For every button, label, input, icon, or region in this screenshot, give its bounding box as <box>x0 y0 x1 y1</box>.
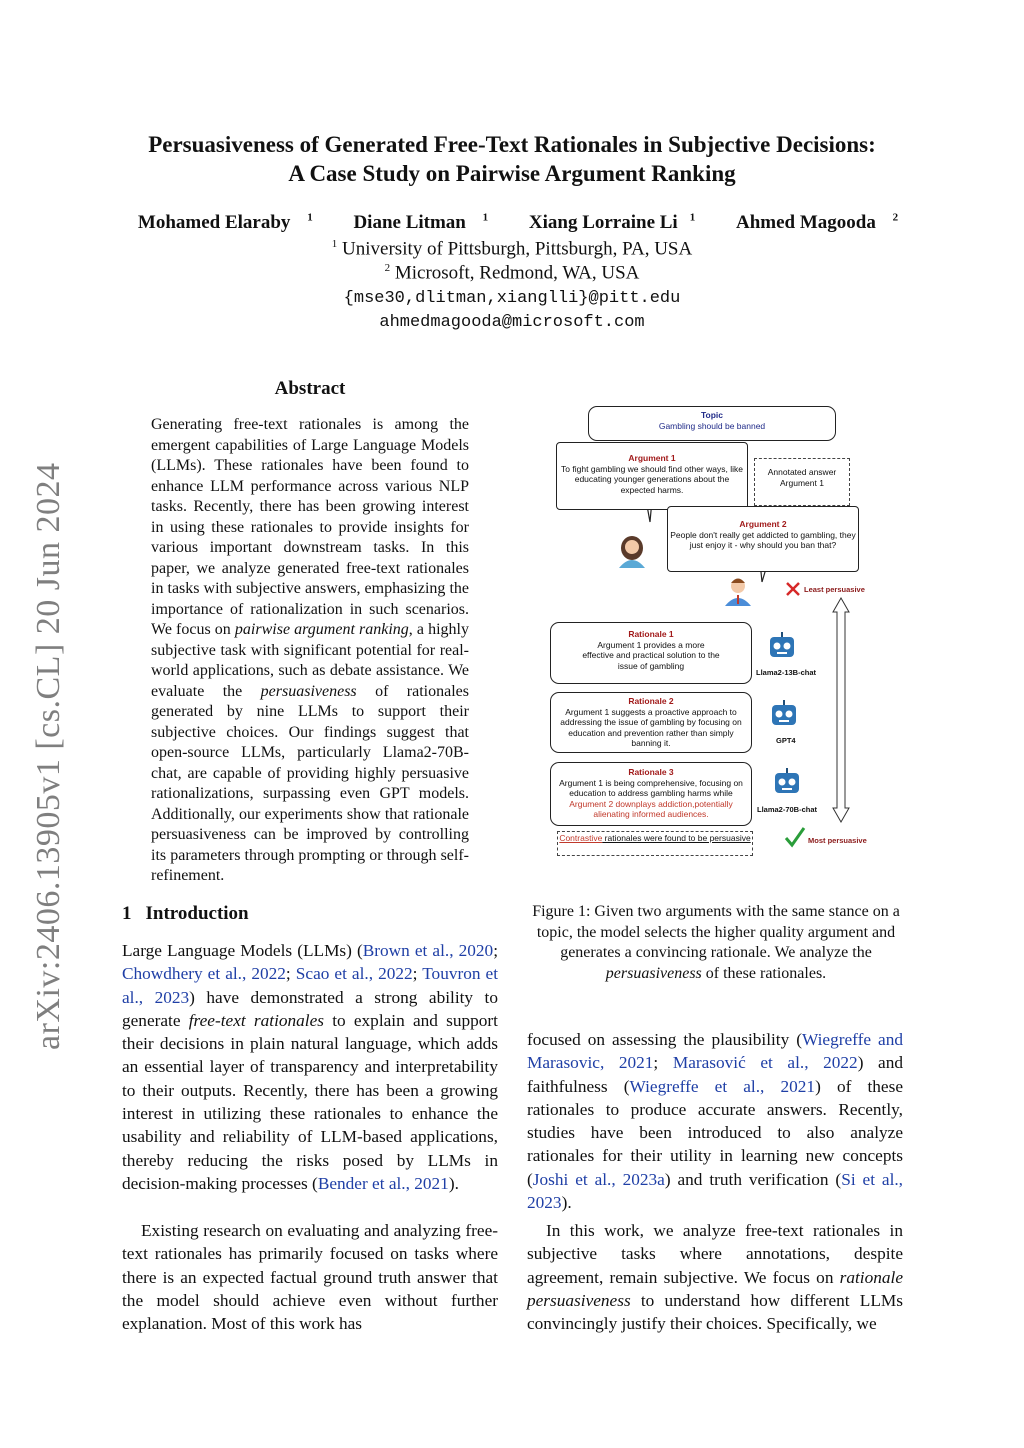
ranking-arrow <box>833 598 849 822</box>
title-line-2: A Case Study on Pairwise Argument Ranking <box>288 161 736 186</box>
citation-link[interactable]: Bender et al., 2021 <box>317 1173 449 1193</box>
author-list <box>60 212 964 234</box>
author: Ahmed Magooda $^2$ <box>735 212 899 234</box>
most-persuasive-label: Most persuasive <box>808 836 867 845</box>
woman-avatar-icon <box>619 536 645 568</box>
argument-1-box: Argument 1 To fight gambling we should find other ways, like educating younger generations about the expected harms. <box>556 442 748 510</box>
citation-link[interactable]: Touvron et al., 2023 <box>122 964 499 1007</box>
intro-paragraph-3: focused on assessing the plausibility (Wiegreffe and Marasovic, 2021; Marasović et al., 2022) and faithfulness (Wiegreffe et al., 2021) of these rationales to produce accurate answers. Recently, studies have been introduced to also analyze rationales for their utility in learning new concepts (Joshi et al., 2023a) and truth verification (Si et al., 2023). <box>527 1030 904 1213</box>
citation-link[interactable]: Wiegreffe and Marasovic, 2021 <box>527 1030 903 1073</box>
author: Mohamed Elaraby $^1$ <box>137 212 313 234</box>
intro-paragraph-4: In this work, we analyze free-text rationales in subjective tasks where annotations, despite agreement, remain subjective. We focus on rationale persuasiveness to understand how different LLMs convincingly justify their choices. Specifically, we <box>527 1221 903 1334</box>
paper-title <box>60 130 964 188</box>
affiliation-1: $^1$ University of Pittsburgh, Pittsburgh, PA, USA <box>331 238 693 260</box>
least-persuasive-label: Least persuasive <box>804 585 865 594</box>
citation-link[interactable]: Wiegreffe et al., 2021 <box>629 1076 816 1096</box>
citation-link[interactable]: Chowdhery et al., 2022 <box>122 964 286 984</box>
affiliation-2: $^2$ Microsoft, Redmond, WA, USA <box>384 262 640 284</box>
citation-link[interactable]: Brown et al., 2020 <box>362 941 494 960</box>
citation-link[interactable]: Scao et al., 2022 <box>295 964 413 984</box>
figure-1 <box>548 400 900 860</box>
man-avatar-icon <box>725 579 751 607</box>
model-label: GPT4 <box>776 736 796 745</box>
citation-link[interactable]: Marasović et al., 2022 <box>672 1053 858 1073</box>
title-line-1: Persuasiveness of Generated Free-Text Rationales in Subjective Decisions: <box>148 132 876 157</box>
abstract-heading: Abstract <box>274 378 346 399</box>
robot-icon <box>772 700 796 725</box>
argument-2-box: Argument 2 People don't really get addicted to gambling, they just enjoy it - why should you ban that? <box>667 506 859 572</box>
email-2: ahmedmagooda@microsoft.com <box>379 313 645 332</box>
figure-caption: Figure 1: Given two arguments with the same stance on a topic, the model selects the higher quality argument and generates a convincing rationale. We analyze the persuasiveness of these rationales. <box>532 903 900 982</box>
rationale-3-box: Rationale 3 Argument 1 is being comprehensive, focusing on education to address gambling harms while Argument 2 downplays addiction,potentially alienating informed audiences. <box>550 762 752 826</box>
robot-icon <box>770 632 794 657</box>
intro-paragraph-1: Large Language Models (LLMs) (Brown et al., 2020; Chowdhery et al., 2022; Scao et al., 2022; Touvron et al., 2023) have demonstrated a strong ability to generate free-text rationales to explain and support their decisions in plain natural language, which adds an essential layer of transparency and interpretability to their outputs. Recently, there has been a growing interest in utilizing these rationales to enhance the usability and reliability of LLM-based applications, thereby reducing the risks posed by LLMs in decision-making processes (Bender et al., 2021). <box>122 941 499 1193</box>
intro-paragraph-2: Existing research on evaluating and analyzing free-text rationales has primarily focused on tasks where there is an expected factual ground truth answer that the model should achieve even without further explanation. Most of this work has <box>122 1221 498 1334</box>
section-heading: 1 Introduction <box>122 903 249 924</box>
topic-box: Topic Gambling should be banned <box>588 406 836 441</box>
rationale-2-box: Rationale 2 Argument 1 suggests a proactive approach to addressing the issue of gambling by focusing on education and prevention rather than simply banning it. <box>550 692 752 753</box>
author: Xiang Lorraine Li $^1$ <box>528 212 696 234</box>
rationale-1-box: Rationale 1 Argument 1 provides a more effective and practical solution to the issue of gambling <box>550 622 752 684</box>
annotated-answer-box: Annotated answer Argument 1 <box>754 458 850 506</box>
cross-icon <box>787 583 799 595</box>
email-1: {mse30,dlitman,xianglli}@pitt.edu <box>343 289 681 308</box>
model-label: Llama2-13B-chat <box>756 668 817 677</box>
model-label: Llama2-70B-chat <box>757 805 818 814</box>
citation-link[interactable]: Si et al., 2023 <box>527 1169 904 1213</box>
contrastive-note-box: Contrastive rationales were found to be persuasive <box>557 831 753 856</box>
author: Diane Litman $^1$ <box>353 212 489 234</box>
citation-link[interactable]: Joshi et al., 2023a <box>532 1169 665 1189</box>
robot-icon <box>775 768 799 793</box>
abstract-body: Generating free-text rationales is among the emergent capabilities of Large Language Models (LLMs). These rationales have been found to enhance LLM performance across various NLP tasks. Recently, there has been growing interest in using these rationales to provide insights for various important downstream tasks. In this paper, we analyze generated free-text rationales in tasks with subjective answers, emphasizing the importance of rationalization in such scenarios. We focus on pairwise argument ranking, a highly subjective task with significant potential for real-world applications, such as debate assistance. We evaluate the persuasiveness of rationales generated by nine LLMs to support their subjective choices. Our findings suggest that open-source LLMs, particularly Llama2-70B-chat, are capable of providing highly persuasive rationalizations, surpassing even GPT models. Additionally, our experiments show that rationale persuasiveness can be improved by controlling its parameters through prompting or through self-refinement. <box>151 416 470 884</box>
arxiv-identifier: arXiv:2406.13905v1 [cs.CL] 20 Jun 2024 <box>30 462 67 1050</box>
checkmark-icon <box>786 828 804 845</box>
